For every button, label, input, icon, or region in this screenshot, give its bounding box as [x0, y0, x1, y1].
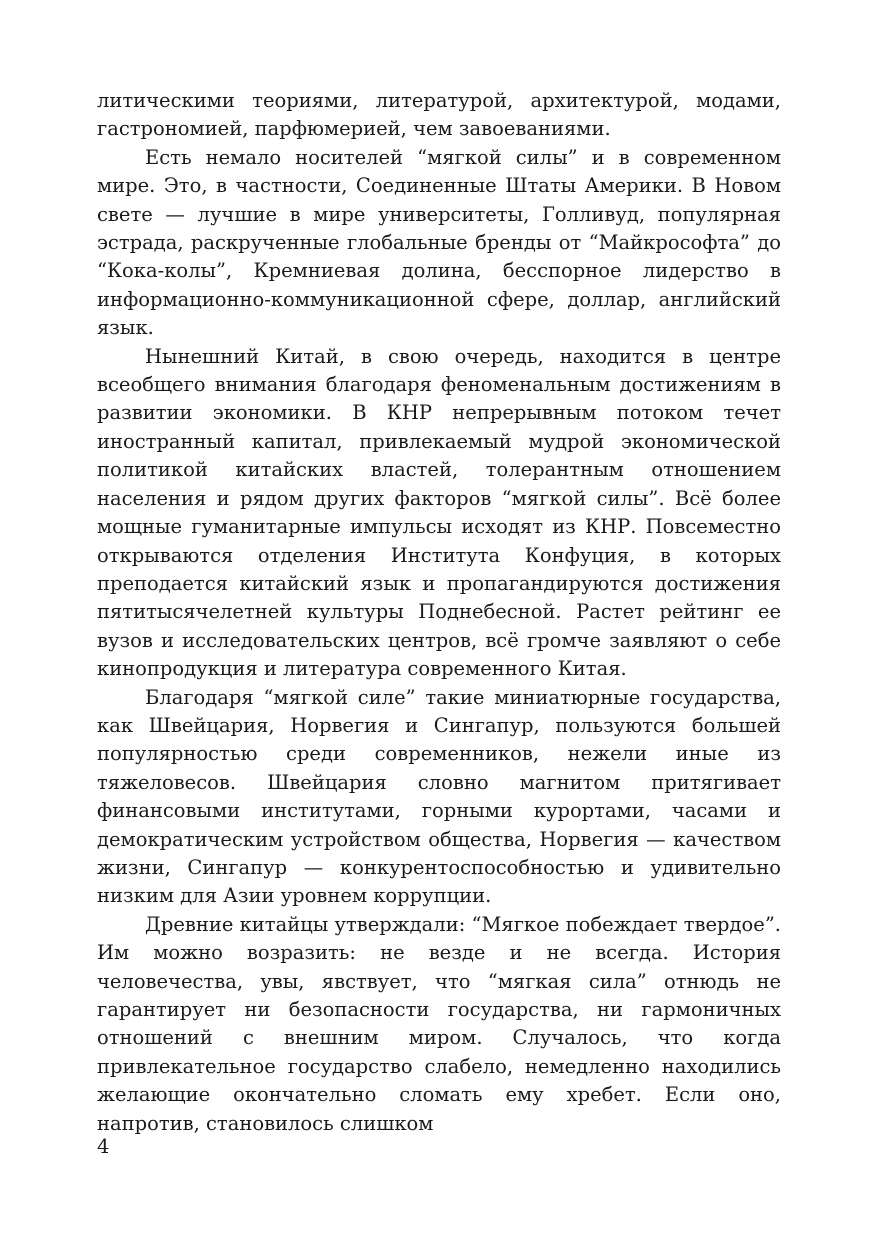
page-body: [97, 87, 781, 1138]
paragraph-2: Есть немало носителей “мягкой силы” и в современном мире. Это, в частности, Соединенные Штаты Америки. В Новом свете — лучшие в мире университеты, Голливуд, популярная эстрада, раскрученные глобальные бренды от “Майкрософта” до “Кока-колы”, Кремниевая долина, бесспорное лидерство в информационно-коммуникационной сфере, доллар, английский язык.: [97, 145, 781, 340]
paragraph-3: Нынешний Китай, в свою очередь, находится в центре всеобщего внимания благодаря феноменальным достижениям в развитии экономики. В КНР непрерывным потоком течет иностранный капитал, привлекаемый мудрой экономической политикой китайских властей, толерантным отношением населения и рядом других факторов “мягкой силы”. Всё более мощные гуманитарные импульсы исходят из КНР. Повсеместно открываются отделения Института Конфуция, в которых преподается китайский язык и пропагандируются достижения пятитысячелетней культуры Поднебесной. Растет рейтинг ее вузов и исследовательских центров, всё громче заявляют о себе кинопродукция и литература современного Китая.: [97, 344, 781, 681]
page-number: 4: [97, 1135, 110, 1158]
paragraph-5: Древние китайцы утверждали: “Мягкое побеждает твердое”. Им можно возразить: не везде и не всегда. История человечества, увы, явствует, что “мягкая сила” отнюдь не гарантирует ни безопасности государства, ни гармоничных отношений с внешним миром. Случалось, что когда привлекательное государство слабело, немедленно находились желающие окончательно сломать ему хребет. Если оно, напротив, становилось слишком: [97, 912, 781, 1135]
paragraph-1: литическими теориями, литературой, архитектурой, модами, гастрономией, парфюмерией, чем завоеваниями.: [97, 89, 781, 141]
paragraph-4: Благодаря “мягкой силе” такие миниатюрные государства, как Швейцария, Норвегия и Сингапур, пользуются большей популярностью среди современников, нежели иные из тяжеловесов. Швейцария словно магнитом притягивает финансовыми институтами, горными курортами, часами и демократическим устройством общества, Норвегия — качеством жизни, Сингапур — конкурентоспособностью и удивительно низким для Азии уровнем коррупции.: [97, 685, 781, 908]
